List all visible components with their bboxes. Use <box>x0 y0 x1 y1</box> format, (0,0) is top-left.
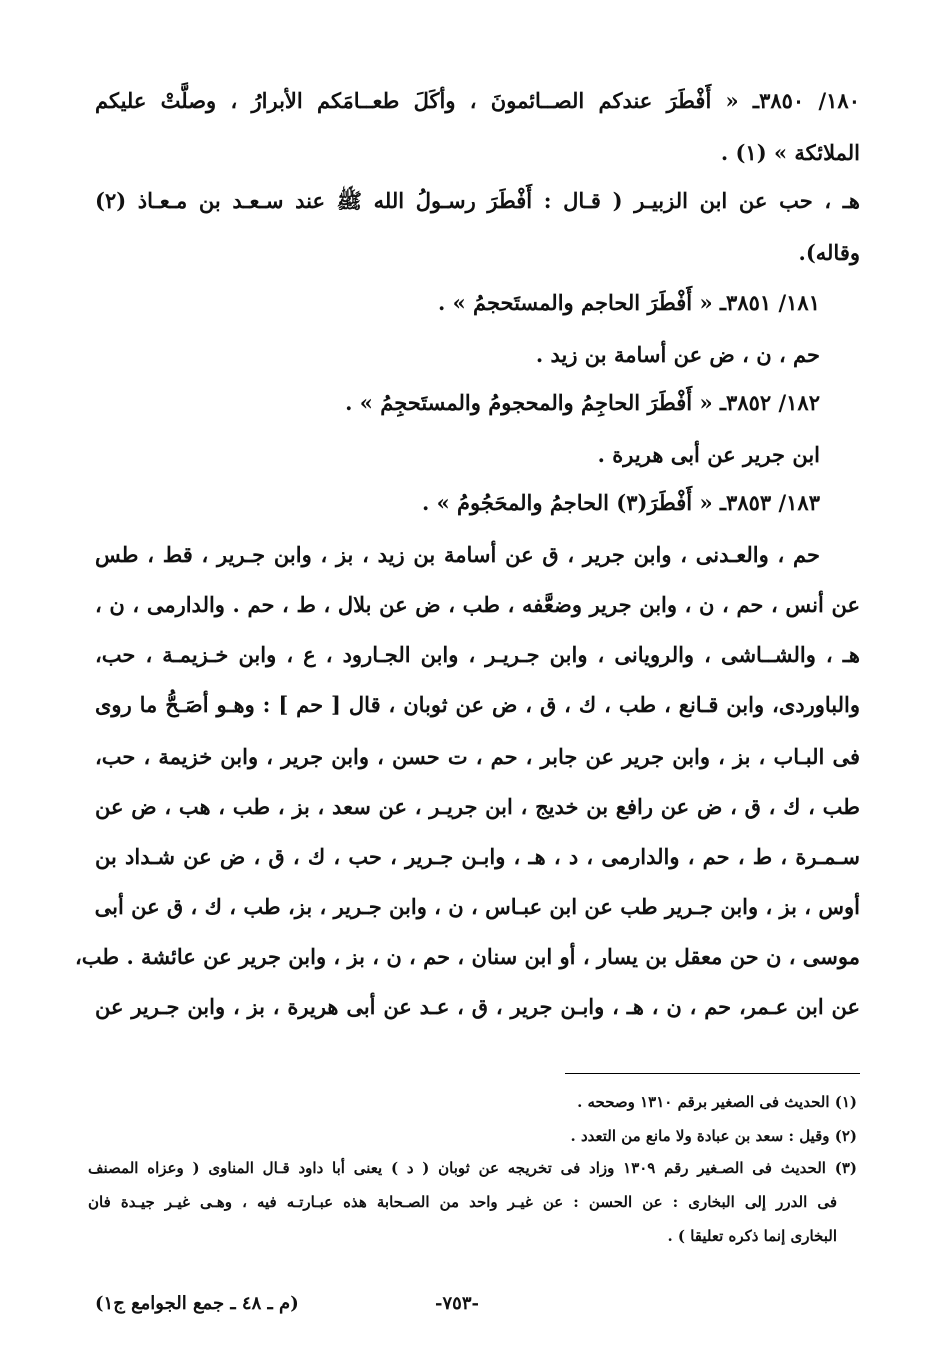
hadith-heading: ١٨٢/ ٣٨٥٢ـ « أَفْطَرَ الحاجِمُ والمحجومُ والمستَحجِمُ » . <box>345 390 820 415</box>
footnote: (١) الحديث فى الصغير برقم ١٣١٠ وصححه . <box>577 1093 857 1111</box>
body-line: الملائكة » (١) . <box>720 140 860 165</box>
page-number: -٧٥٣- <box>435 1293 479 1314</box>
body-line: عن أنس ، حم ، ن ، وابن جرير وضعَّفه ، طب ، ض عن بلال ، ط ، حم . والدارمى ، ن ، <box>95 592 860 617</box>
body-line: موسى ، ن حن معقل بن يسار ، أو ابن سنان ، حم ، ن ، بز ، وابن جرير عن عائشة . طب، <box>75 944 860 969</box>
body-line: حم ، والعـدنى ، وابن جرير ، ق عن أسامة بن زيد ، بز ، وابن جـرير ، قط ، طس <box>95 542 820 567</box>
body-line: وقاله). <box>798 240 860 265</box>
body-line: طب ، ك ، ق ، ض عن رافع بن خديج ، ابن جريـر ، عن سعد ، بز ، طب ، هب ، ض عن <box>95 794 860 819</box>
body-line: أوس ، بز ، وابن جـرير طب عن ابن عبـاس ، ن ، وابن جـرير ، بز، طب ، ك ، ق عن أبى <box>94 894 860 919</box>
footnote: (٣) الحديث فى الصـغير رقم ١٣٠٩ وزاد فى تخريجه عن ثوبان ( د ) يعنى أبا داود قـال المناوى ( وعزاه المصنف <box>88 1159 857 1177</box>
source-reference: (م ـ ٤٨ ـ جمع الجوامع ج١) <box>95 1293 299 1314</box>
body-line: ١٨٠/ ٣٨٥٠ـ « أَفْطَرَ عندكم الصــائمونَ ، وأكَلَ طعــامَكم الأبرارُ ، وصلَّتْ عليكم <box>95 88 860 113</box>
body-line: حم ، ن ، ض عن أسامة بن زيد . <box>535 342 820 367</box>
body-line: سـمـرة ، ط ، حم ، والدارمى ، د ، هـ ، وابـن جـرير ، حب ، ك ، ق ، ض عن شـداد بن <box>95 844 860 869</box>
body-line: ابن جرير عن أبى هريرة . <box>597 442 820 467</box>
body-line: هـ ، والشــاشى ، والرويانى ، وابن جـريـر ، وابن الجـارود ، ع ، وابن خـزيمـة ، حب، <box>95 642 860 667</box>
hadith-heading: ١٨١/ ٣٨٥١ـ « أَفْطَرَ الحاجم والمستَحجمُ » . <box>437 290 820 315</box>
body-line: والباوردى، وابن قـانع ، طب ، ك ، ق ، ض عن ثوبان ، قال [ حم ] : وهـو أصَـحُّ ما روى <box>95 692 860 717</box>
footnote: (٢) وقيل : سعد بن عبادة ولا مانع من التعدد . <box>570 1127 857 1145</box>
footnote-separator <box>565 1073 860 1074</box>
body-line: عن ابن عـمر، حم ، ن ، هـ ، وابـن جرير ، ق ، عـد عن أبى هريرة ، بز ، وابن جـرير عن <box>95 994 860 1019</box>
footnote-continuation: فى الدرر إلى البخارى : عن الحسن : عن غيـر واحد من الصـحابة هذه عبـارتـه فيه ، وهـى غيـر جيـدة فان <box>88 1193 837 1211</box>
hadith-heading: ١٨٣/ ٣٨٥٣ـ « أَفْطَرَ(٣) الحاجمُ والمحَجُومُ » . <box>421 490 820 515</box>
body-line: هـ ، حب عن ابن الزبيـر ( قـال : أَفْطَرَ رسـولُ الله ﷺ عند سـعـد بن مـعـاذ (٢) <box>95 188 860 213</box>
footnote-continuation: البخارى إنما ذكره تعليقا ) . <box>667 1227 837 1245</box>
body-line: فى البـاب ، بز ، وابن جرير عن جابر ، حم ، ت حسن ، وابن جرير ، وابن خزيمة ، حب، <box>95 744 860 769</box>
